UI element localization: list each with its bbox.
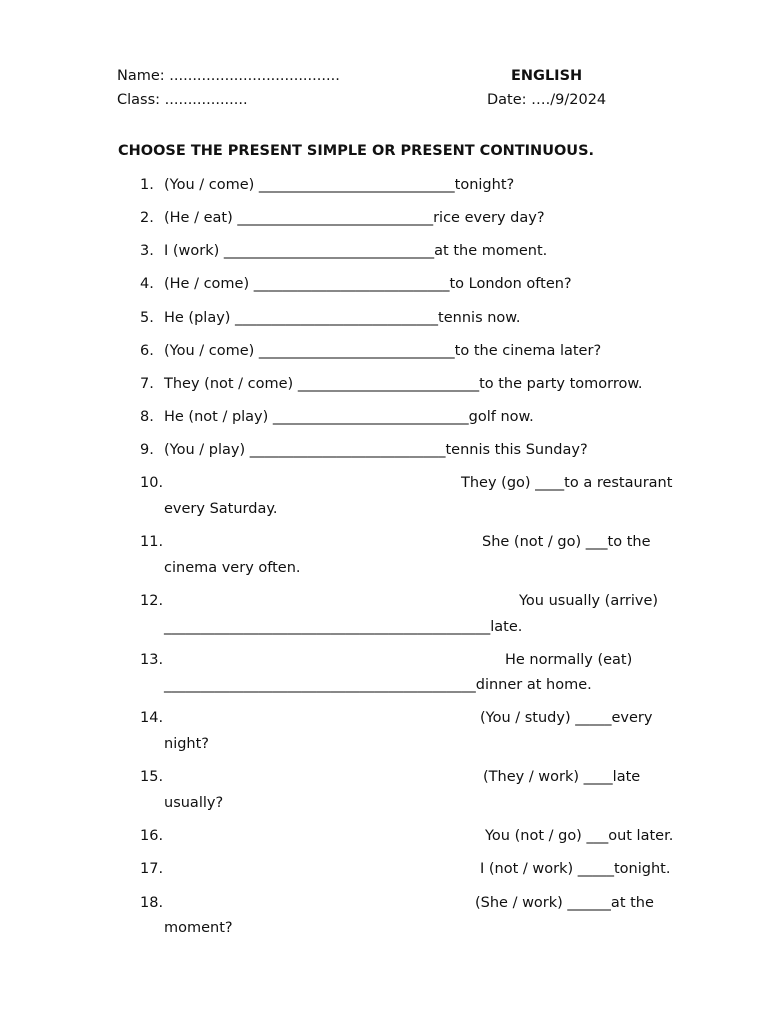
item-number: 16. xyxy=(140,828,164,844)
item-continuation: cinema very often. xyxy=(164,560,301,576)
item-text: I (not / work) _____tonight. xyxy=(480,861,671,877)
item-number: 1. xyxy=(140,177,154,193)
item-text: He normally (eat) xyxy=(505,652,633,668)
item-number: 3. xyxy=(140,243,154,259)
item-continuation: moment? xyxy=(164,920,233,936)
item-number: 12. xyxy=(140,593,164,609)
item-text: (You / play) ___________________________tennis this Sunday? xyxy=(164,442,588,458)
item-number: 10. xyxy=(140,475,164,491)
item-text: You (not / go) ___out later. xyxy=(485,828,674,844)
item-text: She (not / go) ___to the xyxy=(482,534,651,550)
item-number: 9. xyxy=(140,442,154,458)
item-text: They (not / come) _________________________to the party tomorrow. xyxy=(164,376,643,392)
item-number: 14. xyxy=(140,710,164,726)
item-number: 11. xyxy=(140,534,164,550)
item-number: 15. xyxy=(140,769,164,785)
item-text: (He / eat) ___________________________rice every day? xyxy=(164,210,545,226)
item-continuation: night? xyxy=(164,736,209,752)
item-number: 8. xyxy=(140,409,154,425)
item-continuation: _____________________________________________late. xyxy=(164,619,523,635)
item-text: (They / work) ____late xyxy=(483,769,641,785)
item-continuation: every Saturday. xyxy=(164,501,278,517)
name-field: Name: ..................................... xyxy=(117,68,340,84)
subject-title: ENGLISH xyxy=(511,68,583,84)
item-number: 7. xyxy=(140,376,154,392)
item-number: 17. xyxy=(140,861,164,877)
item-text: (You / study) _____every xyxy=(480,710,653,726)
class-field: Class: .................. xyxy=(117,92,248,108)
item-text: (You / come) ___________________________tonight? xyxy=(164,177,515,193)
item-text: (You / come) ___________________________to the cinema later? xyxy=(164,343,602,359)
item-text: I (work) _____________________________at the moment. xyxy=(164,243,548,259)
item-continuation: ___________________________________________dinner at home. xyxy=(164,677,592,693)
item-text: He (play) ____________________________tennis now. xyxy=(164,310,521,326)
item-number: 13. xyxy=(140,652,164,668)
item-text: (He / come) ___________________________to London often? xyxy=(164,276,572,292)
item-text: You usually (arrive) xyxy=(519,593,659,609)
item-text: They (go) ____to a restaurant xyxy=(461,475,673,491)
item-number: 6. xyxy=(140,343,154,359)
item-number: 5. xyxy=(140,310,154,326)
date-field: Date: …./9/2024 xyxy=(487,92,607,108)
item-continuation: usually? xyxy=(164,795,224,811)
item-number: 4. xyxy=(140,276,154,292)
item-number: 2. xyxy=(140,210,154,226)
item-number: 18. xyxy=(140,895,164,911)
instruction-heading: CHOOSE THE PRESENT SIMPLE OR PRESENT CONTINUOUS. xyxy=(118,143,595,159)
item-text: (She / work) ______at the xyxy=(475,895,654,911)
item-text: He (not / play) ___________________________golf now. xyxy=(164,409,534,425)
